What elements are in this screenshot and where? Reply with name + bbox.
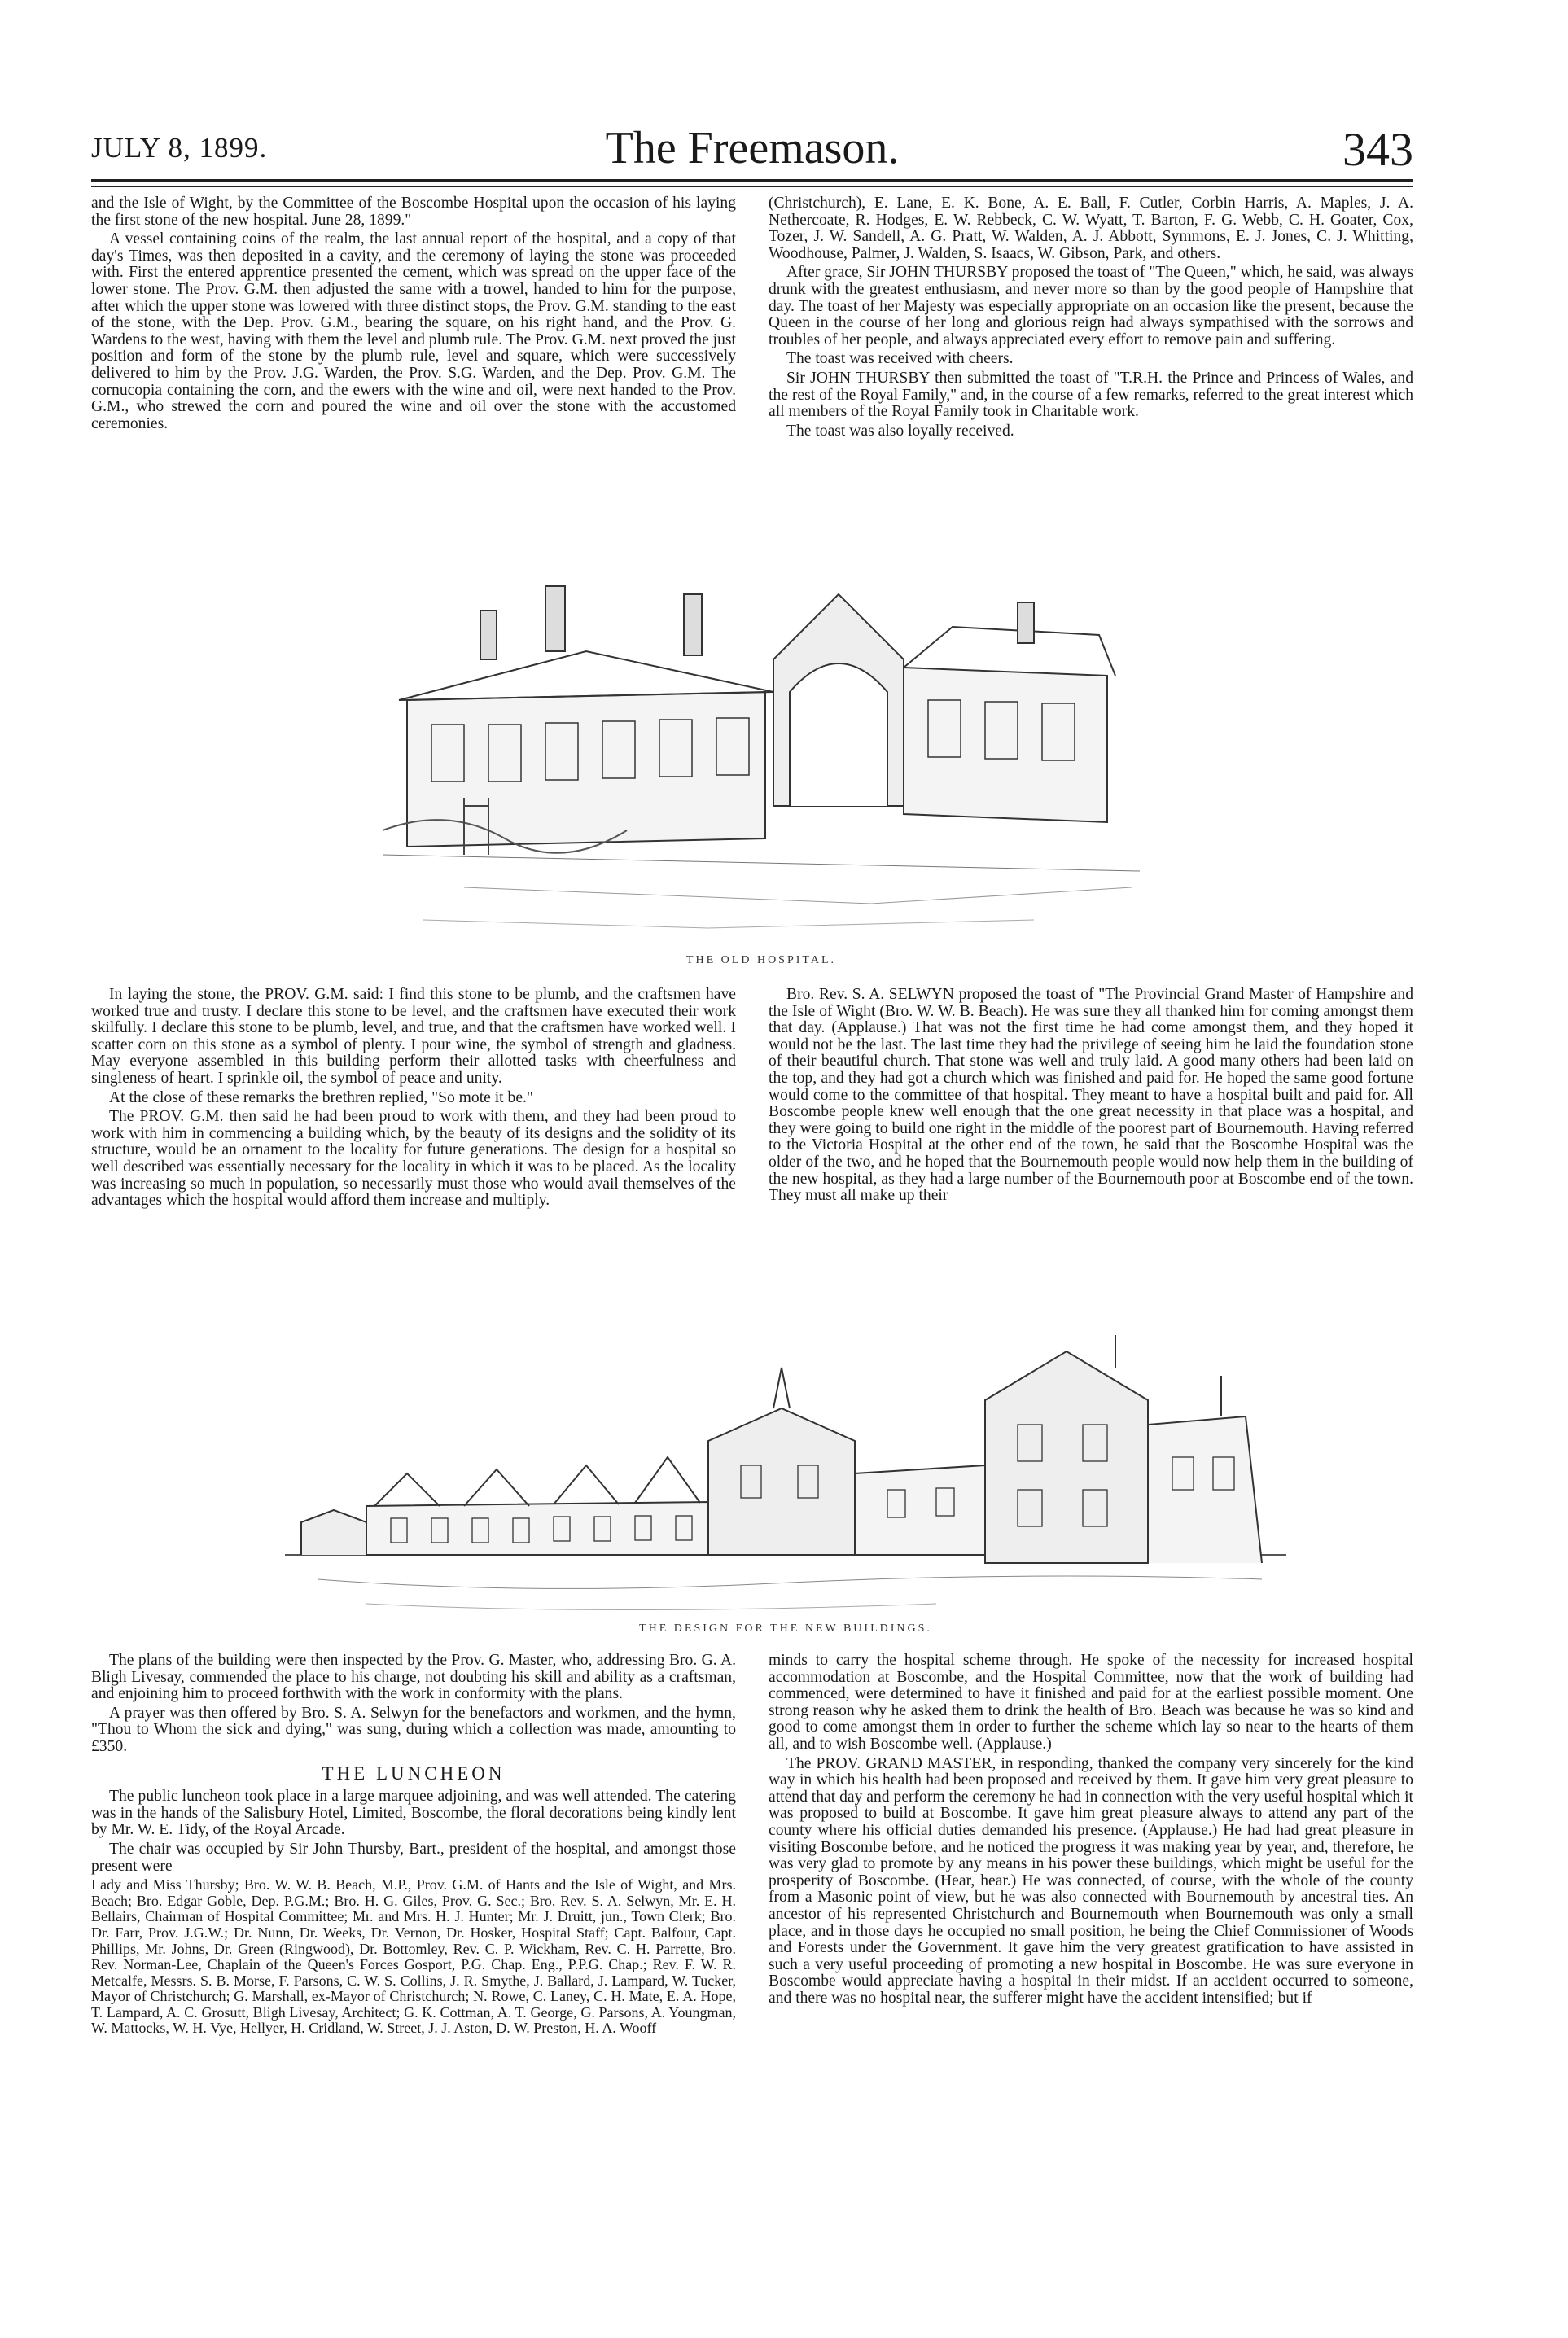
paragraph: After grace, Sir JOHN THURSBY proposed the toast of "The Queen," which, he said, was always drunk with the greatest enthusiasm, and never more so than by the good people of Hampshire that day. The toast of her Majesty was especially appropriate on an occasion like the present, because the Queen in the course of her long and glorious reign had always sympathised with the sorrows and troubles of her people, and always appreciated every effort to remove pain and suffering. (769, 264, 1413, 348)
new-buildings-illustration (285, 1335, 1286, 1620)
paragraph: The toast was also loyally received. (786, 422, 1014, 440)
paragraph: The PROV. GRAND MASTER, in responding, thanked the company very sincerely for the kind way in which his health had been proposed and received by them. It gave him very great pleasure to attend that day and perform the ceremony he had in connection with the very useful hospital which it was proposed to build at Boscombe. It gave him great pleasure always to attend any part of the county where his official duties demanded his presence. (Applause.) He had had great pleasure in visiting Boscombe before, and he noticed the progress it was making year by year, and, therefore, he was very glad to promote by any means in his power these buildings, which might be useful for the prosperity of Boscombe. (Hear, hear.) He was connected, of course, with the whole of the county from a Masonic point of view, but he was also connected with Bournemouth by ancestral ties. An ancestor of his represented Christchurch and Bournemouth when Bournemouth was only a small place, and in those days he occupied no small position, he being the Chief Commissioner of Woods and Forests under the Government. It gave him the very greatest gratification to have assisted in such a very useful proceeding of promoting a new hospital in Boscombe. He was sure everyone in Boscombe would appreciate having a hospital in their midst. If an accident occurred to someone, and there was no hospital near, the sufferer might have the accident intensified; but if (769, 1754, 1413, 2007)
paragraph: minds to carry the hospital scheme through. He spoke of the necessity for increased hospital accommodation at Boscombe, and the Hospital Committee, now that the work of building had commenced, were determined to have it finished and paid for at the earliest possible moment. One strong reason why he asked them to drink the health of Bro. Beach was because he was so kind and good to come amongst them in order to further the scheme which lay so near to the hearts of them all, and to wish Boscombe well. (Applause.) (769, 1652, 1413, 1753)
paragraph: In laying the stone, the PROV. G.M. said: I find this stone to be plumb, and the craftsmen have worked true and trusty. I declare this stone to be level, and the craftsmen have executed their work skilfully. I declare this stone to be plumb, level, and true, and that the craftsmen have worked well. I scatter corn on this stone as a symbol of plenty. I pour wine, the symbol of strength and gladness. May everyone assembled in this building perform their allotted tasks with cheerfulness and singleness of heart. I sprinkle oil, the symbol of peace and unity. (91, 986, 736, 1087)
issue-date: JULY 8, 1899. (91, 132, 268, 164)
paragraph: (Christchurch), E. Lane, E. K. Bone, A. E. Ball, F. Cutler, Corbin Harris, A. Maples, J. A. Nethercoate, R. Hodges, E. W. Rebbeck, C. W. Wyatt, T. Barton, F. G. Webb, C. H. Goater, Cox, Tozer, J. W. Sandell, A. G. Pratt, W. Walden, A. J. Abbott, Symmons, E. J. Jones, C. J. Whitting, Woodhouse, Palmer, J. Walden, S. Isaacs, W. Gibson, Park, and others. (769, 195, 1413, 262)
masthead-rule-thin (91, 186, 1413, 187)
section1-right-column (769, 195, 1413, 442)
attendee-list: Lady and Miss Thursby; Bro. W. W. B. Beach, M.P., Prov. G.M. of Hants and the Isle of Wight, and Mrs. Beach; Bro. Edgar Goble, Dep. P.G.M.; Bro. H. G. Giles, Prov. G. Sec.; Bro. Rev. S. A. Selwyn, Mr. E. H. Bellairs, Chairman of Hospital Committee; Mr. and Mrs. H. J. Hunter; Mr. J. Druitt, jun., Town Clerk; Bro. Dr. Farr, Prov. J.G.W.; Dr. Nunn, Dr. Weeks, Dr. Vernon, Dr. Hosker, Hospital Staff; Capt. Balfour, Capt. Phillips, Mr. Johns, Dr. Green (Ringwood), Dr. Bottomley, Rev. C. P. Wickham, Rev. C. H. Parrette, Bro. Rev. Norman-Lee, Chaplain of the Queen's Forces Gosport, P.G. Chap. Eng., P.P.G. Chap.; Rev. F. W. R. Metcalfe, Messrs. S. B. Morse, F. Parsons, C. W. S. Collins, J. R. Smythe, J. Ballard, J. Lampard, W. Tucker, Mayor of Christchurch; G. Marshall, ex-Mayor of Christchurch; N. Rowe, C. Laney, C. H. Mate, E. A. Hope, T. Lampard, A. C. Grosutt, Bligh Livesay, Architect; G. K. Cottman, A. T. George, G. Parsons, A. Youngman, W. Mattocks, W. H. Vye, Hellyer, H. Cridland, W. Street, J. J. Aston, D. W. Preston, H. A. Wooff (91, 1876, 736, 2037)
paragraph: A prayer was then offered by Bro. S. A. Selwyn for the benefactors and workmen, and the hymn, "Thou to Whom the sick and dying," was sung, during which a collection was made, amounting to £350. (91, 1704, 736, 1755)
luncheon-heading: THE LUNCHEON (322, 1762, 506, 1784)
section3-left-column (91, 1653, 736, 2039)
old-hospital-illustration (383, 562, 1140, 952)
masthead (91, 122, 1413, 174)
paragraph: A vessel containing coins of the realm, the last annual report of the hospital, and a copy of that day's Times, was then deposited in a cavity, and the ceremony of laying the stone was proceeded with. First the entered apprentice presented the cement, which was spread on the upper face of the lower stone. The Prov. G.M. then adjusted the same with a trowel, handed to him for the purpose, after which the upper stone was lowered with three distinct stops, the Prov. G.M. standing to the east of the stone, with the Dep. Prov. G.M., bearing the square, on his right hand, and the Prov. G. Wardens to the west, having with them the level and plumb rule. The Prov. G.M. next proved the just position and form of the stone by the plumb rule, level and square, which were successively delivered to him by the Prov. J.G. Warden, the Prov. S.G. Warden, and the Dep. Prov. G.M. The cornucopia containing the corn, and the ewers with the wine and oil, were next handed to the Prov. G.M., who strewed the corn and poured the wine and oil over the stone with the accustomed ceremonies. (91, 230, 736, 432)
section2-right-column (769, 987, 1413, 1207)
paragraph: The toast was received with cheers. (786, 350, 1014, 368)
new-buildings-caption: THE DESIGN FOR THE NEW BUILDINGS. (639, 1622, 932, 1635)
paragraph: and the Isle of Wight, by the Committee of the Boscombe Hospital upon the occasion of his laying the first stone of the new hospital. June 28, 1899." (91, 195, 736, 229)
paragraph: Bro. Rev. S. A. SELWYN proposed the toast of "The Provincial Grand Master of Hampshire and the Isle of Wight (Bro. W. W. B. Beach). He was sure they all thanked him for coming amongst them that day. (Applause.) That was not the first time he had come amongst them, and they hoped it would not be the last. The last time they had the privilege of seeing him he laid the foundation stone of their beautiful church. That stone was well and truly laid. A good many others had been laid on the top, and they had got a church which was finished and paid for. He hoped the same good fortune would come to the committee of that hospital. They meant to have a hospital built and paid for. All Boscombe people knew well enough that the one great necessity in that place was a hospital, and they were going to build one right in the middle of the poorest part of Bournemouth. Having referred to the Victoria Hospital at the other end of the town, he said that the Boscombe Hospital was the older of the two, and he hoped that the Bournemouth people would now help them in the building of the new hospital, as they had a large number of the Bournemouth poor at Boscombe end of the town. They must all make up their (769, 986, 1413, 1205)
publication-title: The Freemason. (605, 123, 900, 173)
paragraph: The plans of the building were then inspected by the Prov. G. Master, who, addressing Bro. G. A. Bligh Livesay, commended the place to his charge, not doubting his skill and ability as a craftsman, and enjoining him to proceed forthwith with the work in conformity with the plans. (91, 1652, 736, 1703)
paragraph: At the close of these remarks the brethren replied, "So mote it be." (109, 1088, 533, 1106)
section3-right-column (769, 1653, 1413, 2009)
old-hospital-caption: THE OLD HOSPITAL. (685, 954, 837, 966)
section2-left-column (91, 987, 736, 1212)
paragraph: The public luncheon took place in a large marquee adjoining, and was well attended. The catering was in the hands of the Salisbury Hotel, Limited, Boscombe, the floral decorations being kindly lent by Mr. W. E. Tidy, of the Royal Arcade. (91, 1788, 736, 1839)
page-number: 343 (1342, 123, 1413, 176)
section1-left-column (91, 195, 736, 435)
paragraph: The PROV. G.M. then said he had been proud to work with them, and they had been proud to work with him in commencing a building which, by the beauty of its designs and the solidity of its structure, would be an ornament to the locality for future generations. The design for a hospital so well described was essentially necessary for the locality in which it was to be placed. As the locality was increasing so much in population, so necessarily must those who would avail themselves of the advantages which the hospital would afford them increase and multiply. (91, 1108, 736, 1210)
masthead-rule (91, 179, 1413, 182)
old-hospital-engraving (383, 562, 1140, 952)
new-buildings-engraving (285, 1335, 1286, 1620)
paragraph: The chair was occupied by Sir John Thursby, Bart., president of the hospital, and amongst those present were— (91, 1840, 736, 1875)
paragraph: Sir JOHN THURSBY then submitted the toast of "T.R.H. the Prince and Princess of Wales, and the rest of the Royal Family," and, in the course of a few remarks, referred to the great interest which all members of the Royal Family took in Charitable work. (769, 369, 1413, 421)
